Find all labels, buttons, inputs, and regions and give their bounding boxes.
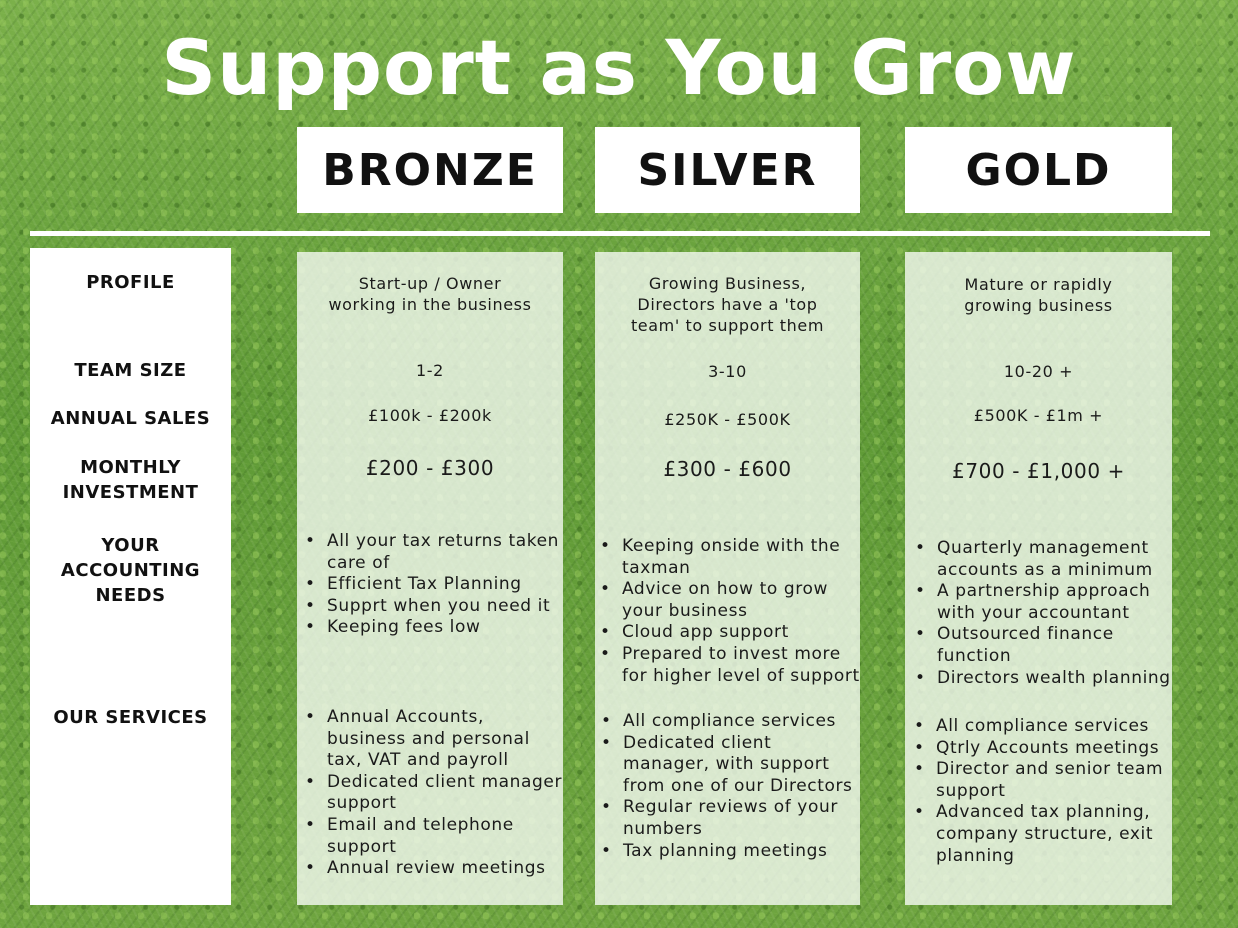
tier-column-gold (905, 252, 1172, 905)
tier-header-silver: SILVER (595, 127, 860, 213)
list-item: • All compliance services (623, 711, 861, 733)
list-item: • Regular reviews of your numbers (623, 797, 861, 840)
tier-column-silver (595, 252, 860, 905)
team-size-value: 1-2 (416, 361, 444, 380)
list-item: • Dedicated client manager, with support from one of our Directors (623, 733, 861, 798)
row-label-annual-sales: ANNUAL SALES (50, 408, 211, 429)
list-item: • Email and telephone support (327, 815, 563, 858)
row-label-column (30, 248, 231, 905)
list-item: • Director and senior team support (936, 759, 1176, 802)
row-label-team-size: TEAM SIZE (74, 360, 187, 381)
list-item: • Quarterly management accounts as a minimum (937, 538, 1177, 581)
header-divider (30, 231, 1210, 236)
services-list (906, 716, 1176, 867)
monthly-investment-value: £200 - £300 (365, 456, 495, 480)
list-item: • A partnership approach with your accountant (937, 581, 1177, 624)
profile-value: Growing Business, Directors have a 'top team' to support them (630, 274, 825, 335)
profile-value: Start-up / Owner working in the business (328, 274, 532, 314)
list-item: • Cloud app support (622, 622, 860, 644)
monthly-investment-value: £700 - £1,000 + (952, 459, 1125, 483)
row-label-monthly-investment: MONTHLY INVESTMENT (62, 457, 199, 503)
tier-header-gold: GOLD (905, 127, 1172, 213)
list-item: • Supprt when you need it (327, 596, 563, 618)
page-title: Support as You Grow (161, 23, 1077, 112)
list-item: • Annual review meetings (327, 858, 563, 880)
list-item: • Prepared to invest more for higher level of support (622, 644, 860, 687)
profile-value: Mature or rapidly growing business (964, 275, 1113, 315)
services-list (593, 711, 861, 862)
annual-sales-value: £250K - £500K (664, 410, 791, 429)
list-item: • Keeping onside with the taxman (622, 536, 860, 579)
list-item: • Keeping fees low (327, 617, 563, 639)
list-item: • All compliance services (936, 716, 1176, 738)
row-label-accounting-needs: YOUR ACCOUNTING NEEDS (60, 535, 201, 606)
monthly-investment-value: £300 - £600 (663, 457, 792, 481)
tier-column-bronze (297, 252, 563, 905)
list-item: • All your tax returns taken care of (327, 531, 563, 574)
list-item: • Advanced tax planning, company structure, exit planning (936, 802, 1176, 867)
list-item: • Dedicated client manager support (327, 772, 563, 815)
list-item: • Qtrly Accounts meetings (936, 738, 1176, 760)
list-item: • Directors wealth planning (937, 668, 1177, 690)
list-item: • Annual Accounts, business and personal tax, VAT and payroll (327, 707, 563, 772)
services-list (297, 707, 563, 880)
row-label-profile: PROFILE (86, 272, 175, 293)
list-item: • Tax planning meetings (623, 841, 861, 863)
list-item: • Outsourced finance function (937, 624, 1177, 667)
team-size-value: 10-20 + (1003, 362, 1074, 381)
accounting-needs-list (907, 538, 1177, 689)
list-item: • Efficient Tax Planning (327, 574, 563, 596)
accounting-needs-list (297, 531, 563, 639)
annual-sales-value: £500K - £1m + (973, 406, 1104, 425)
tier-header-bronze: BRONZE (297, 127, 563, 213)
row-label-our-services: OUR SERVICES (53, 707, 208, 728)
list-item: • Advice on how to grow your business (622, 579, 860, 622)
annual-sales-value: £100k - £200k (368, 406, 492, 425)
team-size-value: 3-10 (708, 362, 747, 381)
accounting-needs-list (592, 536, 860, 687)
